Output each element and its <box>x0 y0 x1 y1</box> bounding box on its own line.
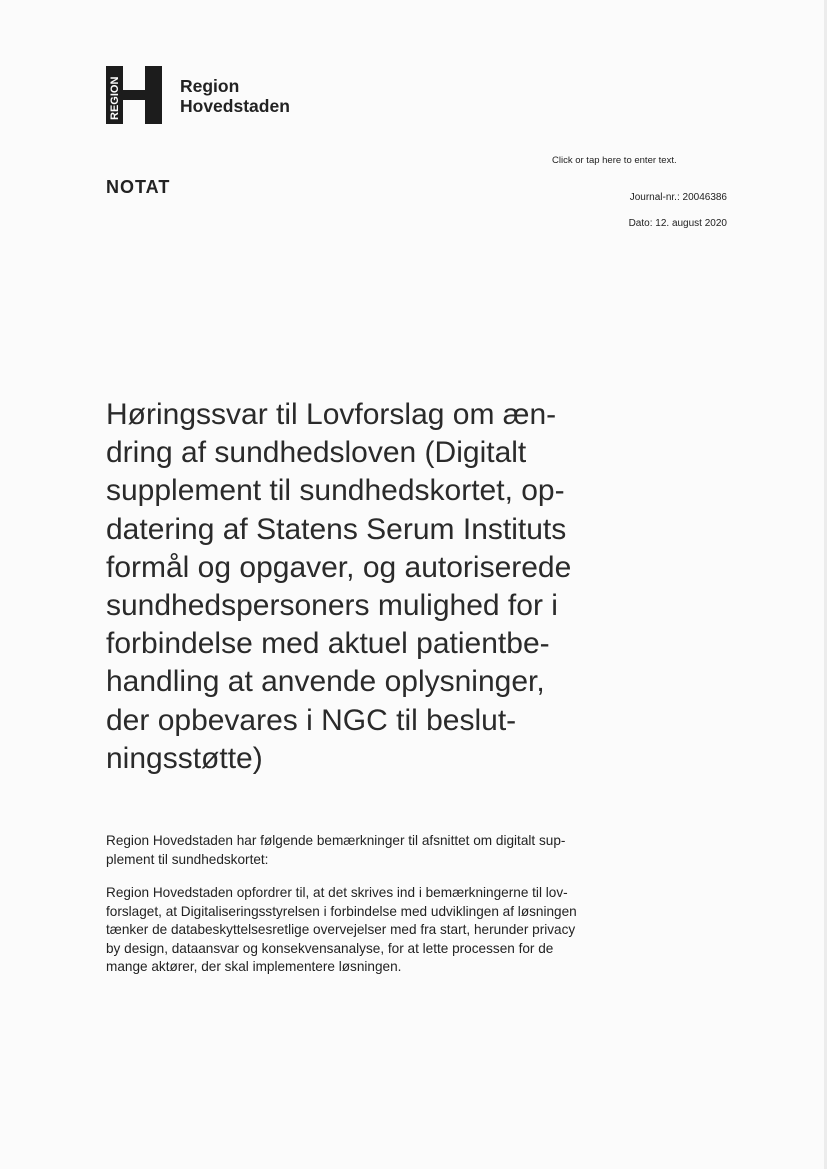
body-line: forslaget, at Digitaliseringsstyrelsen i forbindelse med udviklingen af løsningen <box>106 903 577 919</box>
title-line: datering af Statens Serum Instituts <box>106 512 567 546</box>
title-line: forbindelse med aktuel patientbe- <box>106 627 550 661</box>
title-line: supplement til sundhedskortet, op- <box>106 474 565 508</box>
text-placeholder-field[interactable]: Click or tap here to enter text. <box>552 155 677 166</box>
document-date: Dato: 12. august 2020 <box>628 218 727 229</box>
body-line: by design, dataansvar og konsekvensanalyse, for at lette processen for de <box>106 940 554 956</box>
title-line: ningsstøtte) <box>106 741 263 775</box>
title-line: sundhedspersoners mulighed for i <box>106 589 558 623</box>
body-line: mange aktører, der skal implementere løsningen. <box>106 959 402 974</box>
document-title <box>106 396 666 778</box>
body-line: plement til sundhedskortet: <box>106 851 269 867</box>
title-line: handling at anvende oplysninger, <box>106 665 545 699</box>
body-line: Region Hovedstaden opfordrer til, at det skrives ind i bemærkningerne til lov- <box>106 885 568 900</box>
body-paragraph-2 <box>106 884 646 977</box>
title-line: Høringssvar til Lovforslag om æn- <box>106 398 557 431</box>
logo-org-name <box>180 76 290 116</box>
logo-mark-text: REGION <box>109 76 121 120</box>
title-line: der opbevares i NGC til beslut- <box>106 703 517 737</box>
title-line: formål og opgaver, og autoriserede <box>106 550 572 584</box>
body-paragraph-1 <box>106 832 646 869</box>
logo-org-line2: Hovedstaden <box>180 96 290 116</box>
title-line: dring af sundhedsloven (Digitalt <box>106 436 527 470</box>
region-hovedstaden-logo-icon <box>106 66 162 124</box>
document-type-label: NOTAT <box>106 177 171 197</box>
body-line: tænker de databeskyttelsesretlige overvejelser med fra start, herunder privacy <box>106 922 576 937</box>
document-body <box>106 832 646 992</box>
journal-number: Journal-nr.: 20046386 <box>629 192 727 203</box>
body-line: Region Hovedstaden har følgende bemærkninger til afsnittet om digitalt sup- <box>106 833 566 848</box>
logo-org-line1: Region <box>180 76 240 96</box>
